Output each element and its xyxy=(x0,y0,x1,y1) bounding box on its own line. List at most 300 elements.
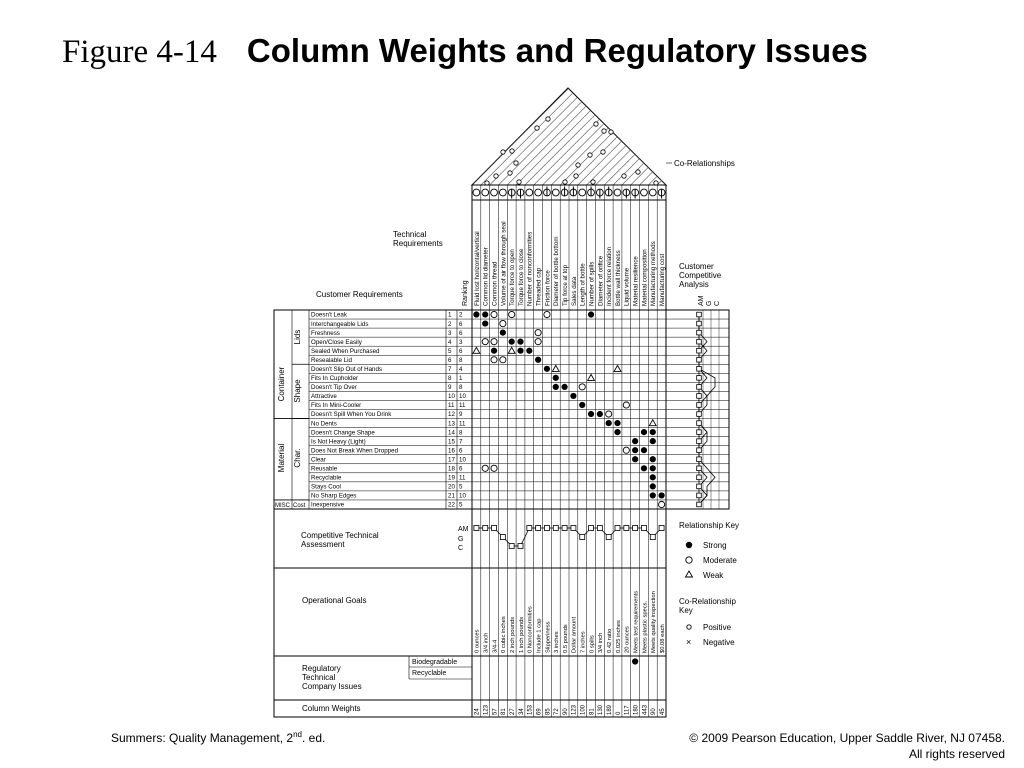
roof-lattice-line xyxy=(366,75,476,185)
cta-rating-marker xyxy=(527,526,532,531)
direction-target-icon xyxy=(491,189,498,196)
cca-competitor-c: C xyxy=(714,300,721,306)
requirement-number: 11 xyxy=(448,402,455,410)
cca-rating-marker xyxy=(697,330,702,335)
operational-goal: 1 inch pounds xyxy=(518,616,525,653)
customer-requirement: Attractive xyxy=(311,393,337,401)
direction-target-icon xyxy=(649,189,656,196)
ranking-value: 8 xyxy=(459,356,463,364)
direction-target-icon xyxy=(499,189,506,196)
column-weight: 443 xyxy=(642,704,649,715)
ranking-value: 11 xyxy=(459,402,466,410)
technical-requirement: Torque force to close xyxy=(517,248,525,306)
roof-lattice-line xyxy=(812,75,922,185)
operational-goal: Dollar amount xyxy=(571,616,578,653)
roof-lattice-line xyxy=(313,75,423,185)
regulatory-label-1: Regulatory xyxy=(302,664,341,673)
cta-rating-marker xyxy=(659,526,664,531)
relationship-mark-strong xyxy=(553,384,559,390)
requirement-number: 8 xyxy=(448,375,452,383)
column-weight: 85 xyxy=(545,708,552,715)
weak-key-label: Weak xyxy=(703,571,724,580)
relationship-mark-moderate xyxy=(606,411,612,417)
roof-lattice-line xyxy=(865,75,975,185)
technical-requirement: Incident force relation xyxy=(606,246,614,306)
regulatory-mark-strong xyxy=(632,658,638,664)
footer-citation-sup: nd xyxy=(293,730,302,739)
column-weight: 81 xyxy=(589,708,596,715)
roof-lattice-line xyxy=(838,75,948,185)
requirement-number: 22 xyxy=(448,501,455,509)
technical-requirement: Number of nonconformities xyxy=(526,231,534,306)
regulatory-item-biodegradable: Biodegradable xyxy=(412,659,458,666)
relationship-mark-strong xyxy=(579,402,585,408)
roof-lattice-line xyxy=(900,75,1010,185)
relationship-mark-strong xyxy=(650,438,656,444)
roof-lattice-line xyxy=(706,75,816,185)
operational-goal: 0 Nonconformities xyxy=(527,606,534,653)
technical-requirement: Threaded cap xyxy=(535,267,543,306)
ranking-value: 4 xyxy=(459,365,463,373)
relationship-mark-moderate xyxy=(500,320,506,326)
cca-rating-marker xyxy=(697,376,702,381)
customer-requirement: Fits In Mini-Cooler xyxy=(311,402,362,410)
cta-competitor-c: C xyxy=(458,545,464,552)
weak-key-icon xyxy=(686,571,693,577)
technical-requirement: Fluid lost horizontal/vertical xyxy=(473,231,481,306)
legend xyxy=(679,521,739,647)
category-misc: MISC xyxy=(275,503,290,509)
ranking-value: 6 xyxy=(459,465,463,473)
operational-goal: 7 inches xyxy=(580,631,587,653)
cta-rating-marker xyxy=(597,526,602,531)
roof-lattice-line xyxy=(304,75,414,185)
regulatory-label-3: Company Issues xyxy=(302,682,362,691)
customer-requirement: Doesn't Spill When You Drink xyxy=(311,411,392,419)
roof-lattice-line xyxy=(340,75,450,185)
correlation-roof xyxy=(278,75,1024,194)
moderate-key-icon xyxy=(686,557,692,563)
requirement-number: 12 xyxy=(448,411,455,419)
roof-lattice-line xyxy=(635,75,745,185)
relationship-mark-moderate xyxy=(623,447,629,453)
relationship-mark-moderate xyxy=(491,339,497,345)
roof-lattice-line xyxy=(357,75,467,185)
footer-citation-suffix: . ed. xyxy=(301,731,326,745)
cca-rating-marker xyxy=(697,493,702,498)
cca-rating-marker xyxy=(697,348,702,353)
direction-target-icon xyxy=(482,189,489,196)
operational-goal: 0 cubic inches xyxy=(501,616,508,653)
technical-requirement: Bottle wall thickness xyxy=(614,250,622,306)
requirement-number: 7 xyxy=(448,365,452,373)
relationship-mark-moderate xyxy=(658,501,664,507)
cta-rating-marker xyxy=(483,526,488,531)
customer-requirement: No Dents xyxy=(311,420,337,428)
operational-goal: Slipperiness xyxy=(545,621,552,653)
roof-lattice-line xyxy=(322,75,432,185)
technical-requirement: Friction force xyxy=(544,270,552,306)
regulatory-item-recyclable: Recyclable xyxy=(412,670,447,677)
roof-lattice-line xyxy=(776,75,886,185)
technical-requirement: Torque force to open xyxy=(509,249,517,306)
cta-rating-marker xyxy=(650,535,655,540)
positive-corel-mark xyxy=(563,180,567,184)
ranking-value: 11 xyxy=(459,420,466,428)
cca-label-2: Competitive xyxy=(679,271,722,280)
strong-key-label: Strong xyxy=(703,541,727,550)
roof-lattice-line xyxy=(657,75,767,185)
customer-requirement: Doesn't Slip Out of Hands xyxy=(311,365,382,373)
ranking-value: 8 xyxy=(459,384,463,392)
positive-corel-mark xyxy=(588,153,592,157)
roof-lattice-line xyxy=(794,75,904,185)
cca-competitor-g: G xyxy=(706,300,713,306)
moderate-key-label: Moderate xyxy=(703,556,737,565)
technical-requirement: Sales data xyxy=(570,276,578,306)
positive-corel-mark xyxy=(546,117,550,121)
positive-corel-mark xyxy=(594,122,598,126)
column-weight: 24 xyxy=(474,708,481,715)
ranking-value: 6 xyxy=(459,347,463,355)
requirement-number: 15 xyxy=(448,438,455,446)
technical-requirement: Common thread xyxy=(491,261,499,306)
customer-requirement: Resealable Lid xyxy=(311,356,352,364)
relationship-mark-strong xyxy=(544,366,550,372)
roof-lattice-line xyxy=(296,75,406,185)
roof-lattice-line xyxy=(873,75,983,185)
column-weight: 100 xyxy=(580,704,587,715)
cca-rating-marker xyxy=(697,339,702,344)
roof-lattice-line xyxy=(926,75,1024,185)
column-weight: 189 xyxy=(606,704,613,715)
column-weight: 45 xyxy=(659,708,666,715)
relationship-mark-strong xyxy=(632,438,638,444)
technical-requirement: Liquid volume xyxy=(623,267,631,306)
direction-target-icon xyxy=(535,189,542,196)
cta-label-1: Competitive Technical xyxy=(301,531,379,540)
relationship-mark-moderate xyxy=(623,402,629,408)
customer-requirement: Open/Close Easily xyxy=(311,338,362,346)
roof-lattice-line xyxy=(882,75,992,185)
operational-goal: 3 inches xyxy=(554,631,561,653)
positive-key-icon xyxy=(687,625,691,629)
direction-target-icon xyxy=(579,189,586,196)
operational-goal: 0.5 pounds xyxy=(562,624,569,653)
negative-key-icon: × xyxy=(686,637,692,647)
category-material: Material xyxy=(277,443,286,473)
technical-requirement: Material resilience xyxy=(632,256,640,306)
ranking-value: 3 xyxy=(459,338,463,346)
customer-requirement: Doesn't Tip Over xyxy=(311,384,357,392)
regulatory-label-2: Technical xyxy=(302,673,336,682)
cca-rating-marker xyxy=(697,357,702,362)
roof-lattice-line xyxy=(829,75,939,185)
relationship-mark-strong xyxy=(509,339,515,345)
cta-rating-marker xyxy=(562,526,567,531)
footer-copyright-line-2: All rights reserved xyxy=(908,747,1005,761)
roof-lattice-line xyxy=(393,75,503,185)
cta-rating-marker xyxy=(509,544,514,549)
cta-rating-marker xyxy=(474,526,479,531)
operational-goal: 0 ounces xyxy=(474,629,481,653)
column-weight: 72 xyxy=(554,708,561,715)
cca-rating-marker xyxy=(697,466,702,471)
technical-requirement: Number of spills xyxy=(588,261,596,306)
roof-lattice-line xyxy=(944,75,1024,185)
customer-requirement: Interchangeable Lids xyxy=(311,320,369,328)
ranking-value: 8 xyxy=(459,429,463,437)
cca-rating-marker xyxy=(697,448,702,453)
positive-corel-mark xyxy=(576,163,580,167)
cta-rating-marker xyxy=(553,526,558,531)
customer-requirement: Doesn't Change Shape xyxy=(311,429,375,437)
relationship-mark-strong xyxy=(614,420,620,426)
positive-corel-mark xyxy=(602,129,606,133)
cca-rating-marker xyxy=(697,321,702,326)
category-container: Container xyxy=(277,366,286,402)
cca-rating-marker xyxy=(697,502,702,507)
ranking-value: 6 xyxy=(459,320,463,328)
positive-corel-mark xyxy=(636,170,640,174)
cca-rating-marker xyxy=(697,421,702,426)
operational-goal: Meets plastic specs. xyxy=(642,600,649,653)
roof-lattice-line xyxy=(688,75,798,185)
cta-rating-marker xyxy=(580,535,585,540)
column-weight: 34 xyxy=(518,708,525,715)
requirement-number: 17 xyxy=(448,456,455,464)
technical-requirement: Length of bottle xyxy=(579,263,587,306)
footer-copyright-line-1: © 2009 Pearson Education, Upper Saddle River, NJ 07458. xyxy=(689,731,1005,745)
requirement-number: 13 xyxy=(448,420,455,428)
requirement-number: 2 xyxy=(448,320,452,328)
customer-requirements-label: Customer Requirements xyxy=(316,290,403,299)
cta-rating-marker xyxy=(589,526,594,531)
technical-requirement: Material composition xyxy=(641,249,649,306)
positive-corel-mark xyxy=(510,149,514,153)
category-lids: Lids xyxy=(293,329,302,345)
relationship-mark-strong xyxy=(588,411,594,417)
column-weights-label: Column Weights xyxy=(302,704,361,713)
roof-lattice-line xyxy=(785,75,895,185)
relationship-mark-strong xyxy=(482,311,488,317)
positive-corel-mark xyxy=(494,174,498,178)
technical-requirement: Diameter of orifice xyxy=(597,255,605,306)
cta-rating-marker xyxy=(571,526,576,531)
operational-goal: 0.025 inches xyxy=(615,620,622,653)
technical-requirement: Manufacturing cost xyxy=(658,253,666,306)
roof-lattice-line xyxy=(856,75,966,185)
customer-requirement: Inexpensive xyxy=(311,501,345,509)
positive-corel-mark xyxy=(514,161,518,165)
column-weight: 123 xyxy=(483,704,490,715)
corel-key-title-1: Co-Relationship xyxy=(679,597,736,606)
cta-rating-marker xyxy=(606,535,611,540)
cta-rating-marker xyxy=(518,544,523,549)
customer-requirement: Sealed When Purchased xyxy=(311,347,380,355)
footer-citation xyxy=(111,730,325,745)
cta-competitor-am: AM xyxy=(458,526,469,533)
relationship-mark-moderate xyxy=(491,357,497,363)
positive-corel-mark xyxy=(574,174,578,178)
relationship-mark-strong xyxy=(658,492,664,498)
positive-corel-mark xyxy=(535,126,539,130)
operational-goal: 3/4 inch xyxy=(598,632,605,653)
positive-corel-mark xyxy=(517,180,521,184)
roof-lattice-line xyxy=(631,75,741,185)
roof-lattice-line xyxy=(384,75,494,185)
footer-copyright xyxy=(689,730,1005,762)
ranking-value: 1 xyxy=(459,375,463,383)
roof-lattice-line xyxy=(666,75,776,185)
ranking-value: 10 xyxy=(459,393,466,401)
direction-target-icon xyxy=(473,189,480,196)
relationship-mark-strong xyxy=(526,348,532,354)
relationship-mark-strong xyxy=(500,330,506,336)
figure-label: Figure 4-14 xyxy=(62,34,217,70)
cta-rating-marker xyxy=(641,526,646,531)
relationship-mark-strong xyxy=(632,447,638,453)
positive-corel-mark xyxy=(501,150,505,154)
column-weight: 57 xyxy=(492,708,499,715)
cca-rating-marker xyxy=(697,430,702,435)
relationship-mark-strong xyxy=(650,456,656,462)
relationship-mark-moderate xyxy=(491,465,497,471)
cca-rating-marker xyxy=(697,403,702,408)
roof-lattice-line xyxy=(750,75,860,185)
cta-rating-marker xyxy=(492,526,497,531)
customer-requirement: Freshness xyxy=(311,329,340,337)
cca-rating-marker xyxy=(697,394,702,399)
cca-rating-marker xyxy=(697,366,702,371)
positive-corel-mark xyxy=(609,130,613,134)
relationship-mark-strong xyxy=(473,311,479,317)
ranking-value: 7 xyxy=(459,438,463,446)
relationship-mark-strong xyxy=(650,429,656,435)
column-weight: 180 xyxy=(633,704,640,715)
customer-requirement: Recyclable xyxy=(311,474,342,482)
co-relationships-label: Co-Relationships xyxy=(674,159,735,168)
direction-target-icon xyxy=(526,189,533,196)
relationship-mark-moderate xyxy=(535,330,541,336)
roof-lattice-line xyxy=(604,75,714,185)
operational-goal: 3/4-4 xyxy=(492,639,499,653)
relationship-mark-strong xyxy=(641,447,647,453)
cta-rating-marker xyxy=(615,526,620,531)
cta-competitor-g: G xyxy=(458,536,464,543)
relationship-mark-strong xyxy=(553,375,559,381)
roof-lattice-line xyxy=(768,75,878,185)
operational-goal: 0.42 ratio xyxy=(606,628,613,653)
cca-rating-marker xyxy=(697,475,702,480)
cca-rating-marker xyxy=(697,385,702,390)
operational-goal: $0.08 each xyxy=(659,624,666,653)
requirement-number: 14 xyxy=(448,429,455,437)
category-cost: Cost xyxy=(293,503,306,509)
roof-lattice-line xyxy=(724,75,834,185)
roof-lattice-line xyxy=(891,75,1001,185)
operational-goal: Meets quality inspection xyxy=(651,591,658,653)
relationship-mark-strong xyxy=(588,311,594,317)
requirement-number: 21 xyxy=(448,492,455,500)
title-text: Column Weights and Regulatory Issues xyxy=(246,32,868,69)
column-weight: 69 xyxy=(536,708,543,715)
roof-lattice-line xyxy=(918,75,1024,185)
roof-lattice-line xyxy=(732,75,842,185)
roof-lattice-line xyxy=(847,75,957,185)
operational-goal: 0 spills xyxy=(589,635,596,653)
roof-lattice-line xyxy=(803,75,913,185)
ranking-value: 6 xyxy=(459,329,463,337)
technical-requirement: Manufacturing methods xyxy=(650,241,658,306)
cta-rating-marker xyxy=(544,526,549,531)
customer-requirement: Stays Cool xyxy=(311,483,341,491)
relationship-mark-moderate xyxy=(482,465,488,471)
relationship-mark-strong xyxy=(606,420,612,426)
direction-target-icon xyxy=(641,189,648,196)
relationship-mark-moderate xyxy=(491,311,497,317)
customer-requirement: Reusable xyxy=(311,465,338,473)
requirement-number: 5 xyxy=(448,347,452,355)
roof-lattice-line xyxy=(662,75,772,185)
relationship-mark-strong xyxy=(650,474,656,480)
ranking-value: 2 xyxy=(459,311,463,319)
operational-goal: 20 ounces xyxy=(624,626,631,653)
column-weight: 90 xyxy=(562,708,569,715)
roof-lattice-line xyxy=(640,75,750,185)
roof-lattice-line xyxy=(715,75,825,185)
relationship-mark-moderate xyxy=(509,311,515,317)
positive-key-label: Positive xyxy=(703,623,732,632)
ranking-value: 9 xyxy=(459,411,463,419)
relationship-mark-strong xyxy=(641,429,647,435)
requirement-number: 19 xyxy=(448,474,455,482)
roof-lattice-line xyxy=(741,75,851,185)
relationship-mark-strong xyxy=(561,384,567,390)
roof-lattice-line xyxy=(331,75,441,185)
footer-citation-prefix: Summers: Quality Management, 2 xyxy=(111,731,294,745)
technical-requirement: Diameter of bottle bottom xyxy=(553,236,561,306)
requirement-number: 16 xyxy=(448,447,455,455)
relationship-key-title: Relationship Key xyxy=(679,521,740,530)
relationship-mark-strong xyxy=(570,393,576,399)
relationship-mark-moderate xyxy=(544,311,550,317)
roof-lattice-line xyxy=(697,75,807,185)
relationship-mark-strong xyxy=(517,348,523,354)
ranking-value: 5 xyxy=(459,483,463,491)
roof-lattice-line xyxy=(613,75,723,185)
column-weight: 27 xyxy=(509,708,516,715)
relationship-mark-strong xyxy=(641,465,647,471)
cca-label-1: Customer xyxy=(679,262,714,271)
technical-requirements-label-1: Technical xyxy=(393,230,427,239)
positive-corel-mark xyxy=(508,171,512,175)
positive-corel-mark xyxy=(601,150,605,154)
column-weight: 0 xyxy=(615,711,622,715)
cta-rating-marker xyxy=(500,535,505,540)
relationship-mark-strong xyxy=(650,492,656,498)
customer-requirement: Clear xyxy=(311,456,326,464)
technical-requirements-label-2: Requirements xyxy=(393,239,443,248)
cca-rating-marker xyxy=(697,312,702,317)
direction-target-icon xyxy=(552,189,559,196)
roof-lattice-line xyxy=(287,75,397,185)
relationship-mark-strong xyxy=(535,357,541,363)
technical-requirement: Tip force at top xyxy=(561,264,569,306)
operational-goal: Meets test requirements xyxy=(633,590,640,653)
relationship-mark-moderate xyxy=(579,384,585,390)
operational-goal: Include 1 cap xyxy=(536,618,543,653)
